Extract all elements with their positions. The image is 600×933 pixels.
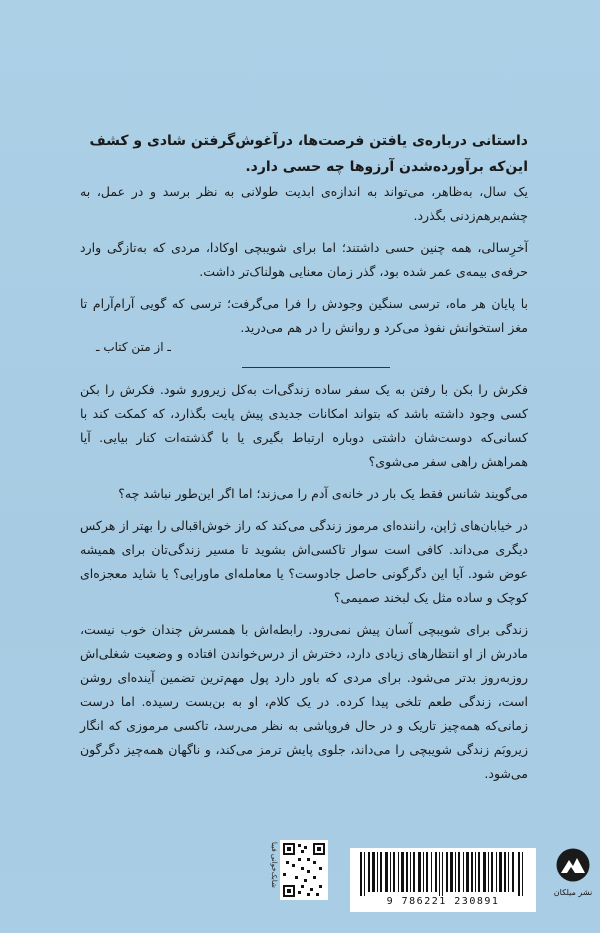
- qr-caption: شابک‌خوانی فیبا: [270, 842, 278, 888]
- synopsis-paragraph: زندگی برای شویبچی آسان پیش نمی‌رود. رابطه‌اش با همسرش چندان خوب نیست، مادرش از او انتظارهای زیادی دارد، دخترش از درس‌خواندن افتاده و وضعیت شغلی‌اش روزبه‌روز بدتر می‌شود. برای مردی که باور دارد پول مهم‌ترین تضمین آینده‌ای روشن است، زندگی طعم تلخی پیدا کرده. در یک کلام، او به بن‌بست رسیده. اما درست زمانی‌که همه‌چیز تاریک و در حال فروپاشی به نظر می‌رسد، تاکسی مرموزی که انگار زیروبَم زندگی شویبچی را می‌داند، جلوی پایش ترمز می‌کند، و ناگهان همه‌چیز دگرگون می‌شود.: [80, 622, 528, 781]
- publisher-name: نشر میلکان: [553, 888, 593, 897]
- isbn-barcode: [350, 848, 536, 912]
- excerpt-paragraph: یک سال، به‌ظاهر، می‌تواند به اندازه‌ی ابدیت طولانی به نظر برسد و در عمل، به چشم‌برهم‌زدنی بگذرد.: [80, 184, 528, 223]
- excerpt: [80, 180, 528, 348]
- synopsis-paragraph: در خیابان‌های ژاپن، راننده‌ای مرموز زندگی می‌کند که راز خوش‌اقبالی را بهتر از هرکس دیگری می‌داند. کافی است سوار تاکسی‌اش بشوید تا مسیر زندگی‌تان برای همیشه عوض شود. آیا این دگرگونی حاصل جادوست؟ یا معامله‌ای ماورایی؟ یا شاید معجزه‌ای کوچک و ساده مثل یک لبخند صمیمی؟: [80, 518, 528, 605]
- excerpt-source: ـ از متن کتاب ـ: [96, 340, 171, 354]
- synopsis-paragraph: فکرش را بکن با رفتن به یک سفر ساده زندگی‌ات به‌کل زیرورو شود. فکرش را بکن کسی وجود داشته باشد که بتواند امکانات جدیدی پیش پایت بگذارد، که کمکت کند با کسانی‌که دوست‌شان داشتی دوباره ارتباط بگیری یا با گذشته‌ات کنار بیایی. آیا همراهش راهی سفر می‌شوی؟: [80, 382, 528, 469]
- mountain-logo-icon: [556, 848, 590, 882]
- synopsis: [80, 378, 528, 794]
- barcode-icon: [358, 852, 528, 896]
- synopsis-paragraph: می‌گویند شانس فقط یک بار در خانه‌ی آدم را می‌زند؛ اما اگر این‌طور نباشد چه؟: [118, 486, 528, 501]
- publisher-logo: [556, 848, 590, 882]
- headline: داستانی درباره‌ی یافتن فرصت‌ها، درآغوش‌گرفتن شادی و کشف این‌که برآورده‌شدن آرزوها چه حسی دارد.: [89, 133, 528, 175]
- excerpt-paragraph: با پایان هر ماه، ترسی سنگین وجودش را فرا می‌گرفت؛ ترسی که گویی آرام‌آرام تا مغز استخوانش نفوذ می‌کرد و روانش را در هم می‌درید.: [80, 296, 528, 335]
- isbn-number: 9 786221 230891: [386, 896, 500, 907]
- excerpt-paragraph: آخرِسالی، همه چنین حسی داشتند؛ اما برای شویبچی اوکادا، مردی که به‌تازگی وارد حرفه‌ی بیمه‌ی عمر شده بود، گذر زمان معنایی هولناک‌تر داشت.: [80, 240, 528, 279]
- qr-code-icon: [280, 840, 328, 900]
- divider: [242, 367, 390, 368]
- qr-code: [280, 840, 328, 900]
